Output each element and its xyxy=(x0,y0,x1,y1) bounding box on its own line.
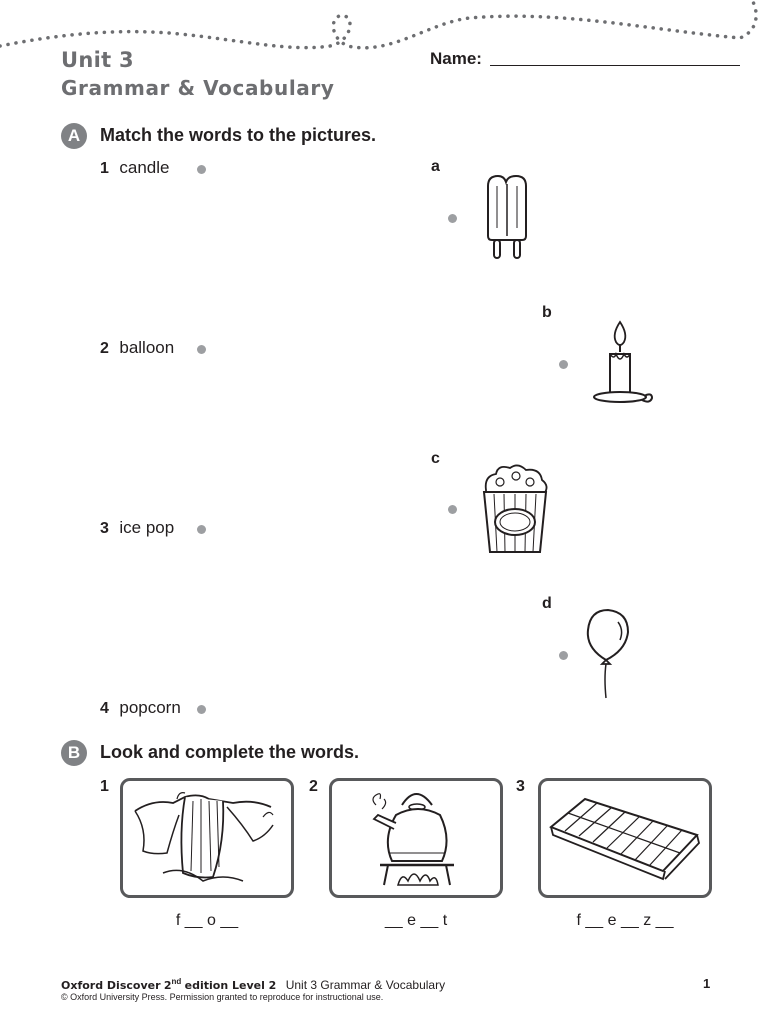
footer-copyright: © Oxford University Press. Permission granted to reproduce for instructional use. xyxy=(61,992,384,1002)
answer-prompt-2[interactable]: __ e __ t xyxy=(384,912,448,929)
complete-item-number: 3 xyxy=(516,778,525,795)
match-dot-word-2[interactable] xyxy=(197,345,206,354)
word-text: popcorn xyxy=(119,698,181,717)
match-dot-picture-d[interactable] xyxy=(559,651,568,660)
word-number: 1 xyxy=(100,160,109,177)
unit-subtitle: Grammar & Vocabulary xyxy=(61,76,335,100)
word-text: balloon xyxy=(119,338,175,357)
match-word-1 xyxy=(100,158,169,178)
word-number: 3 xyxy=(100,520,109,537)
word-number: 4 xyxy=(100,700,109,717)
match-dot-word-1[interactable] xyxy=(197,165,206,174)
picture-letter-a: a xyxy=(431,158,440,175)
match-dot-picture-a[interactable] xyxy=(448,214,457,223)
footer-series xyxy=(61,977,445,992)
match-dot-word-3[interactable] xyxy=(197,525,206,534)
section-a-badge: A xyxy=(61,123,87,149)
section-a-instruction: Match the words to the pictures. xyxy=(100,125,377,145)
popcorn-icon xyxy=(480,464,552,556)
waterfall-icon xyxy=(123,781,291,895)
footer-edition-text: edition Level 2 xyxy=(184,979,277,992)
ice-pop-icon xyxy=(482,174,532,262)
picture-box-1 xyxy=(120,778,294,898)
name-field-line[interactable] xyxy=(490,65,740,66)
footer-edition-num: 2 xyxy=(163,979,172,992)
complete-item-number: 1 xyxy=(100,778,109,795)
match-word-4 xyxy=(100,698,181,718)
kettle-on-fire-icon xyxy=(332,781,500,895)
balloon-icon xyxy=(584,608,634,700)
word-number: 2 xyxy=(100,340,109,357)
word-text: ice pop xyxy=(119,518,175,537)
picture-letter-d: d xyxy=(542,595,552,612)
match-word-2 xyxy=(100,338,174,358)
name-label: Name: xyxy=(430,49,482,68)
footer-series-name: Oxford Discover xyxy=(61,979,161,992)
match-dot-word-4[interactable] xyxy=(197,705,206,714)
picture-letter-b: b xyxy=(542,304,552,321)
page-number: 1 xyxy=(703,976,711,991)
complete-item-number: 2 xyxy=(309,778,318,795)
answer-prompt-3[interactable]: f __ e __ z __ xyxy=(576,912,674,929)
match-dot-picture-b[interactable] xyxy=(559,360,568,369)
picture-letter-c: c xyxy=(431,450,440,467)
candle-icon xyxy=(590,320,656,410)
unit-title: Unit 3 xyxy=(61,48,134,72)
picture-box-2 xyxy=(329,778,503,898)
footer-unit-text: Unit 3 Grammar & Vocabulary xyxy=(285,978,446,992)
answer-prompt-1[interactable]: f __ o __ xyxy=(175,912,239,929)
section-b-instruction: Look and complete the words. xyxy=(100,742,360,762)
ice-cube-tray-icon xyxy=(541,781,709,895)
word-text: candle xyxy=(119,158,170,177)
picture-box-3 xyxy=(538,778,712,898)
match-word-3 xyxy=(100,518,174,538)
footer-edition-sup: nd xyxy=(171,977,182,986)
section-b-badge: B xyxy=(61,740,87,766)
match-dot-picture-c[interactable] xyxy=(448,505,457,514)
